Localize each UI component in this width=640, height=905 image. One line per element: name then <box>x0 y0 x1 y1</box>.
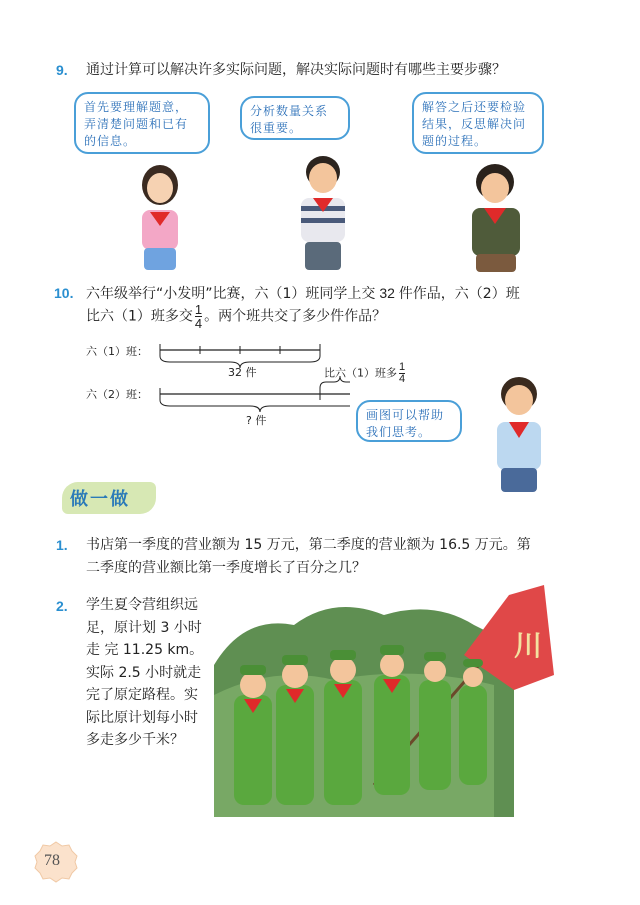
q10-text-d: 。两个班共交了多少件作品？ <box>204 308 387 325</box>
question-10-number: 10. <box>54 285 74 301</box>
p2-line-7: 多走多少千米？ <box>86 732 184 748</box>
p2-line-2: 足，原计划 3 小时 <box>86 619 202 636</box>
marching-students-illustration <box>214 585 558 817</box>
girl-illustration <box>120 160 200 275</box>
practice-1-number: 1. <box>56 537 68 553</box>
class1-label: 六（1）班： <box>86 345 148 358</box>
p2-line-6: 际比原计划每小时 <box>86 709 198 726</box>
q10-text-c: 比六（1）班多交 <box>86 308 193 325</box>
girl-illustration-2 <box>440 158 540 276</box>
practice-2-number: 2. <box>56 598 68 614</box>
p2-line-4: 实际 2.5 小时就走 <box>86 664 202 681</box>
more-label-text: 比六（1）班多 <box>324 366 397 380</box>
speech-bubble-2: 分析数量关系很重要。 <box>240 96 350 140</box>
p2-line-1: 学生夏令营组织远 <box>86 597 198 613</box>
practice-2-text <box>86 594 216 752</box>
practice-1-line2: 二季度的营业额比第一季度增长了百分之几？ <box>86 560 366 576</box>
speech-bubble-3: 解答之后还要检验结果，反思解决问题的过程。 <box>412 92 544 154</box>
q10-text-b: 件作品，六（2）班 <box>398 286 520 302</box>
p2-line-3: 走 完 11.25 km。 <box>86 642 204 658</box>
svg-text:川: 川 <box>514 629 543 662</box>
page-number: 78 <box>44 852 60 869</box>
more-fraction: $\frac{1}{4}$ <box>399 361 406 385</box>
boy-illustration-2 <box>475 372 555 496</box>
class2-label: 六（2）班： <box>86 388 148 401</box>
question-9-number: 9. <box>56 62 68 78</box>
boy-illustration <box>285 150 365 275</box>
unknown-total-label: ? 件 <box>246 414 267 427</box>
section-title: 做一做 <box>70 489 130 510</box>
question-9-text: 通过计算可以解决许多实际问题，解决实际问题时有哪些主要步骤？ <box>86 62 506 78</box>
p2-line-5: 完了原定路程。实 <box>86 687 198 703</box>
fraction-one-quarter: $\frac{1}{4}$ <box>194 302 203 331</box>
speech-bubble-1: 首先要理解题意，弄清楚问题和已有的信息。 <box>74 92 210 154</box>
speech-bubble-4: 画图可以帮助我们思考。 <box>356 400 462 442</box>
class1-total-label: 32 件 <box>228 366 257 379</box>
question-10-line2 <box>86 303 386 330</box>
q10-num: 32 <box>379 285 395 301</box>
q10-text-a: 六年级举行“小发明”比赛，六（1）班同学上交 <box>86 286 376 302</box>
practice-1-line1: 书店第一季度的营业额为 15 万元，第二季度的营业额为 16.5 万元。第 <box>86 537 531 553</box>
more-label <box>324 362 407 385</box>
